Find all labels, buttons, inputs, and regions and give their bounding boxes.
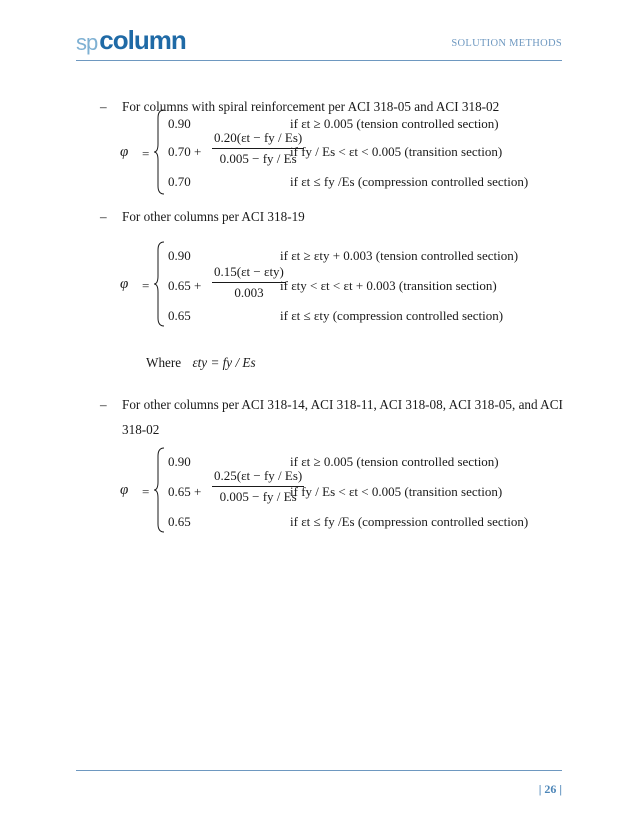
phi-symbol: φ [120,482,129,498]
phi-symbol: φ [120,276,129,292]
case2-condition: if fy / Es < εt < 0.005 (transition section) [290,144,503,159]
left-brace-icon [154,446,166,534]
left-brace-icon [154,108,166,196]
logo-sp-text: sp [76,30,98,55]
fraction-denominator: 0.005 − fy / Es [219,489,297,504]
where-label: Where [146,355,182,370]
case1-condition: if εt ≥ 0.005 (tension controlled section) [290,454,499,469]
phi-equation-aci-318-19: φ = 0.90 if εt ≥ εty + 0.003 (tension controlled section) 0.65 + 0.15(εt − εty) 0.003 if εty < εt < εt + 0.003 (transition section) 0.65 if εt ≤ εty (compression controlled section) [120,240,540,330]
left-brace-icon [154,240,166,328]
case2-fraction [212,264,286,301]
bullet-dash: – [100,397,107,412]
case2-condition: if εty < εt < εt + 0.003 (transition section) [280,278,497,293]
page-number: | 26 | [538,782,562,796]
fraction-numerator: 0.25(εt − fy / Es) [214,468,303,483]
case1-value: 0.90 [168,248,191,263]
bullet-text-line2: 318-02 [122,422,160,437]
case2-lead: 0.65 + [168,484,202,499]
spcolumn-logo [76,25,186,56]
case3-condition: if εt ≤ fy /Es (compression controlled section) [290,514,529,529]
bullet-other-columns [100,394,572,440]
phi-symbol: φ [120,144,129,160]
case1-value: 0.90 [168,454,191,469]
case2-lead: 0.65 + [168,278,202,293]
case1-condition: if εt ≥ 0.005 (tension controlled section) [290,116,499,131]
footer-divider [76,770,562,771]
fraction-denominator: 0.005 − fy / Es [219,151,297,166]
bullet-dash: – [100,209,107,224]
bullet-text-line1: For other columns per ACI 318-14, ACI 318-11, ACI 318-08, ACI 318-05, and ACI [122,397,563,412]
fraction-denominator: 0.003 [234,285,264,300]
phi-equation-other: φ = 0.90 if εt ≥ 0.005 (tension controlled section) 0.65 + 0.25(εt − fy / Es) 0.005 − fy / Es if fy / Es < εt < 0.005 (transition section) 0.65 if εt ≤ fy /Es (compression controlled section) [120,446,540,536]
bullet-text: For columns with spiral reinforcement per ACI 318-05 and ACI 318-02 [122,99,500,114]
bullet-text: For other columns per ACI 318-19 [122,209,305,224]
case3-condition: if εt ≤ fy /Es (compression controlled section) [290,174,529,189]
case1-value: 0.90 [168,116,191,131]
section-title: SOLUTION METHODS [451,38,562,49]
bullet-aci-318-19 [100,206,305,227]
case3-value: 0.65 [168,514,191,529]
case1-condition: if εt ≥ εty + 0.003 (tension controlled section) [280,248,519,263]
bullet-dash: – [100,99,107,114]
case2-condition: if fy / Es < εt < 0.005 (transition section) [290,484,503,499]
header-divider [76,60,562,61]
where-definition [146,352,256,373]
case2-lead: 0.70 + [168,144,202,159]
case3-condition: if εt ≤ εty (compression controlled section) [280,308,504,323]
phi-equation-spiral: φ = 0.90 if εt ≥ 0.005 (tension controlled section) 0.70 + 0.20(εt − fy / Es) 0.005 − fy / Es if fy / Es < εt < 0.005 (transition section) 0.70 if εt ≤ fy /Es (compression controlled section) [120,108,540,198]
where-expression: εty = fy / Es [192,355,256,370]
logo-column-text: column [99,25,186,55]
case3-value: 0.65 [168,308,191,323]
case3-value: 0.70 [168,174,191,189]
fraction-numerator: 0.20(εt − fy / Es) [214,130,303,145]
fraction-numerator: 0.15(εt − εty) [214,264,284,279]
